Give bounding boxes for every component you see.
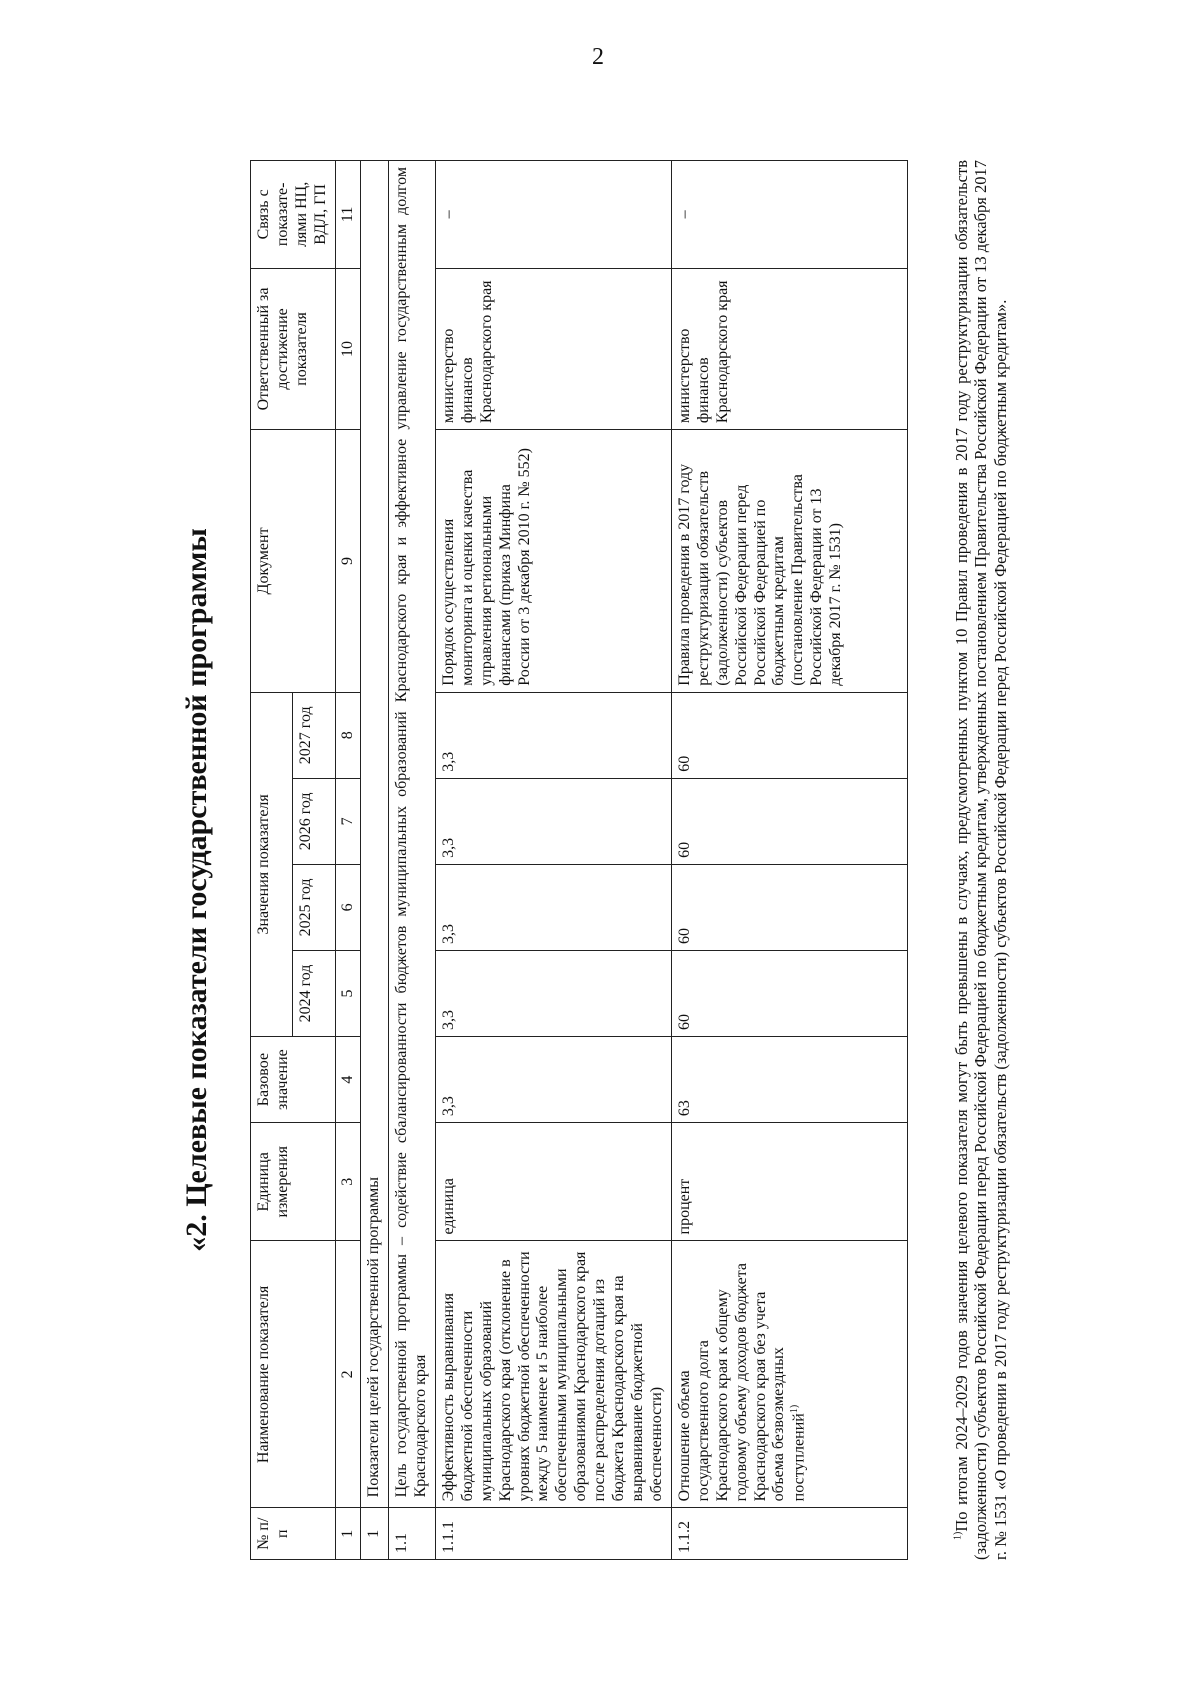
- row-2027: 60: [672, 692, 908, 778]
- header-base: Базовое значение: [251, 1037, 336, 1123]
- row-name: Эффективность выравнивания бюджетной обеспеченности муниципальных образований Краснодарского края (отклонение в уровнях бюджетной обеспеченности между 5 наименее и 5 наиболее обеспеченными муниципальными образованиями Краснодарского края после распределения дотаций из бюджета Краснодарского края на выравнивание бюджетной обеспеченности): [436, 1241, 672, 1508]
- col-number: 6: [335, 864, 361, 950]
- table-row: [436, 161, 672, 1560]
- row-2026: 60: [672, 778, 908, 864]
- row-num: 1.1.2: [672, 1508, 908, 1560]
- row-unit: процент: [672, 1123, 908, 1241]
- col-number: 1: [335, 1508, 361, 1560]
- section-row: [361, 161, 389, 1560]
- header-link: Связь с показате-лями НЦ, ВДЛ, ГП: [251, 161, 336, 269]
- col-number: 8: [335, 692, 361, 778]
- footnote-marker: 1): [952, 1531, 964, 1540]
- col-number: 5: [335, 950, 361, 1036]
- row-2027: 3,3: [436, 692, 672, 778]
- section-title: «2. Целевые показатели государственной программы: [180, 528, 213, 1252]
- col-number: 3: [335, 1123, 361, 1241]
- row-resp: министерство финансов Краснодарского края: [436, 268, 672, 429]
- row-2024: 60: [672, 950, 908, 1036]
- table-row: [672, 161, 908, 1560]
- col-number: 11: [335, 161, 361, 269]
- indicators-table: [250, 160, 908, 1560]
- header-name: Наименование показателя: [251, 1241, 336, 1508]
- row-resp: министерство финансов Краснодарского края: [672, 268, 908, 429]
- section-text: Показатели целей государственной программы: [361, 161, 389, 1508]
- footnote-ref: 1): [789, 1404, 801, 1414]
- row-doc: Порядок осуществления мониторинга и оценки качества управления региональными финансами (приказ Минфина России от 3 декабря 2010 г. № 552): [436, 430, 672, 693]
- row-base: 3,3: [436, 1037, 672, 1123]
- row-2024: 3,3: [436, 950, 672, 1036]
- footnote-text: По итогам 2024–2029 годов значения целевого показателя могут быть превышены в случаях, предусмотренных пунктом 10 Правил проведения в 2017 году реструктуризации обязательств (задолженности) субъектов Российской Федерации перед Российской Федерацией по бюджетным кредитам, утвержденных постановлением Правительства Российской Федерации от 13 декабря 2017 г. № 1531 «О проведении в 2017 году реструктуризации обязательств (задолженности) субъектов Российской Федерации перед Российской Федерацией по бюджетным кредитам».: [952, 160, 1010, 1560]
- page-number: 2: [592, 44, 604, 70]
- goal-text: Цель государственной программы – содействие сбалансированности бюджетов муниципальных образований Краснодарского края и эффективное управление государственным долгом Краснодарского края: [389, 161, 436, 1508]
- row-link: –: [436, 161, 672, 269]
- row-unit: единица: [436, 1123, 672, 1241]
- row-name: [672, 1241, 908, 1508]
- header-resp: Ответственный за достижение показателя: [251, 268, 336, 429]
- goal-num: 1.1: [389, 1508, 436, 1560]
- row-name-text: Отношение объема государственного долга Краснодарского края к общему годовому объему доходов бюджета Краснодарского края без учета объема безвозмездных поступлений: [676, 1262, 808, 1502]
- row-2025: 60: [672, 864, 908, 950]
- row-2026: 3,3: [436, 778, 672, 864]
- col-number: 10: [335, 268, 361, 429]
- col-number: 7: [335, 778, 361, 864]
- header-2025: 2025 год: [293, 864, 335, 950]
- row-link: –: [672, 161, 908, 269]
- section-num: 1: [361, 1508, 389, 1560]
- column-number-row: [335, 161, 361, 1560]
- header-2027: 2027 год: [293, 692, 335, 778]
- goal-row: [389, 161, 436, 1560]
- header-values-group: Значения показателя: [251, 692, 293, 1036]
- rotated-content: [120, 120, 1070, 1660]
- col-number: 2: [335, 1241, 361, 1508]
- row-2025: 3,3: [436, 864, 672, 950]
- header-unit: Единица измерения: [251, 1123, 336, 1241]
- row-doc: Правила проведения в 2017 году реструктуризации обязательств (задолженности) субъектов Российской Федерации перед Российской Федерацией по бюджетным кредитам (постановление Правительства Российской Федерации от 13 декабря 2017 г. № 1531): [672, 430, 908, 693]
- footnote: [952, 160, 1010, 1560]
- header-2026: 2026 год: [293, 778, 335, 864]
- header-row-1: [251, 161, 293, 1560]
- col-number: 9: [335, 430, 361, 693]
- header-doc: Документ: [251, 430, 336, 693]
- row-num: 1.1.1: [436, 1508, 672, 1560]
- header-num: № п/п: [251, 1508, 336, 1560]
- header-2024: 2024 год: [293, 950, 335, 1036]
- row-base: 63: [672, 1037, 908, 1123]
- col-number: 4: [335, 1037, 361, 1123]
